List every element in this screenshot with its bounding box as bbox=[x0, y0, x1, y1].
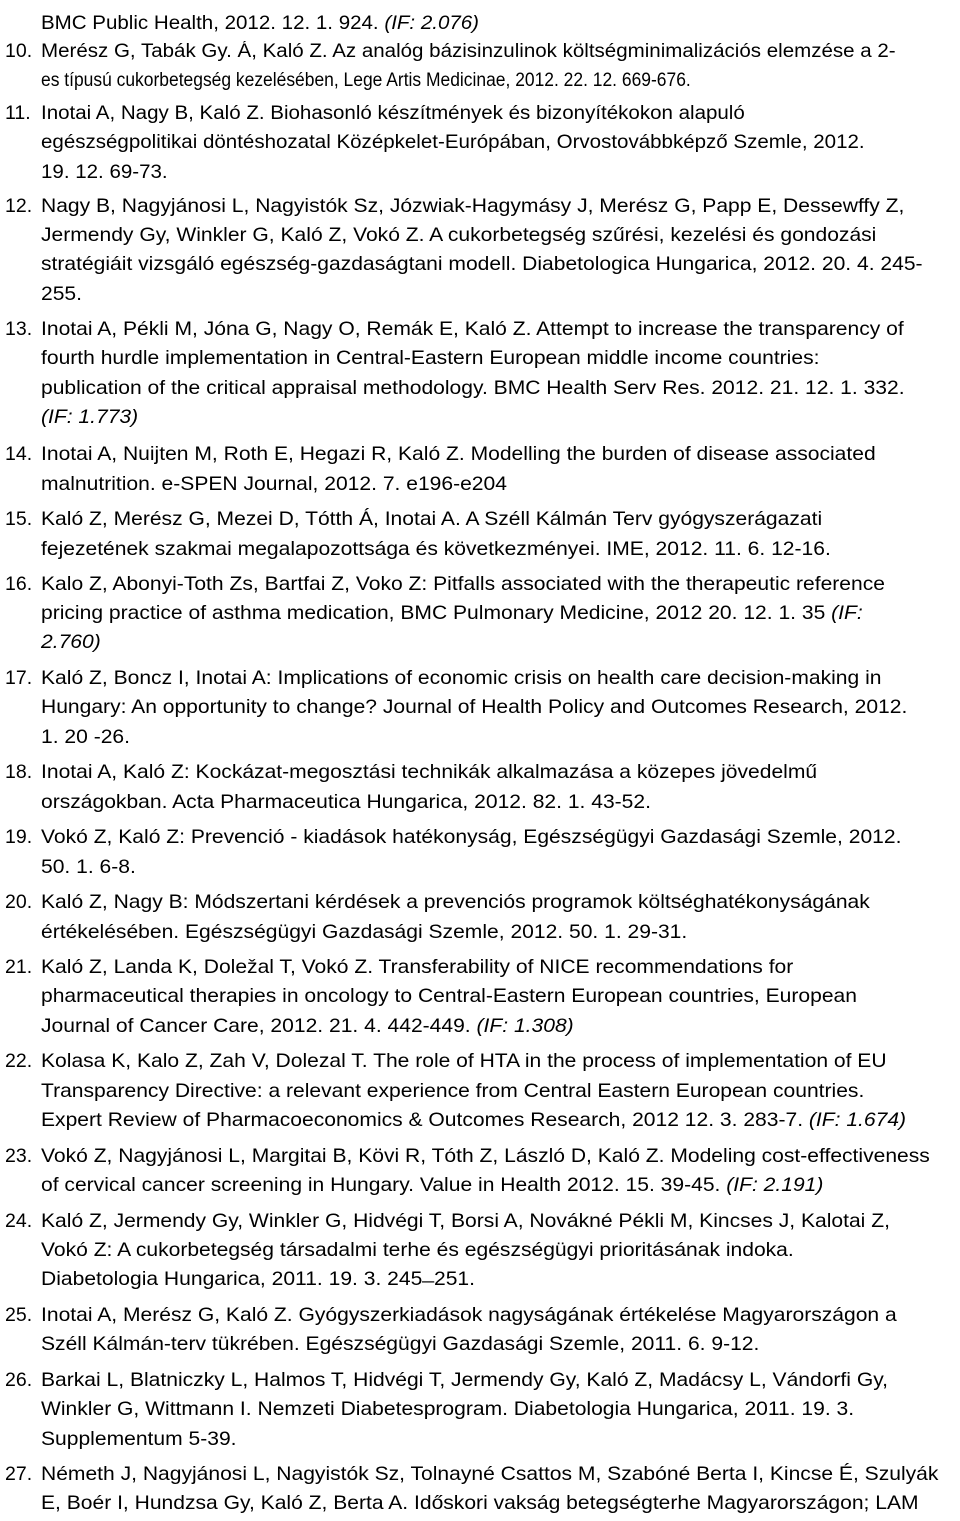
reference-text: Diabetologia Hungarica, 2011. 19. 3. 245 ̶ 251. bbox=[41, 1268, 476, 1290]
reference-line bbox=[41, 71, 691, 90]
reference-text: Kaló Z, Nagy B: Módszertani kérdések a prevenciós programok költséghatékonyságának bbox=[41, 891, 870, 913]
reference-text: stratégiáit vizsgáló egészség-gazdaságtani modell. Diabetologica Hungarica, 2012. 20. 4. 245- bbox=[41, 253, 923, 275]
reference-text: egészségpolitikai döntéshozatal Középkelet-Európában, Orvostovábbképző Szemle, 2012. bbox=[41, 132, 865, 153]
reference-text: Vokó Z: A cukorbetegség társadalmi terhe és egészségügyi prioritásának indoka. bbox=[41, 1239, 794, 1261]
reference-line bbox=[41, 540, 831, 560]
reference-text: Inotai A, Merész G, Kaló Z. Gyógyszerkiadások nagyságának értékelése Magyarországon a bbox=[41, 1304, 897, 1326]
reference-line bbox=[41, 379, 905, 399]
reference-number: 27. bbox=[5, 1463, 33, 1485]
reference-text: pricing practice of asthma medication, BMC Pulmonary Medicine, 2012 20. 12. 1. 35 bbox=[41, 602, 832, 624]
reference-line bbox=[41, 1212, 890, 1232]
reference-line bbox=[41, 133, 865, 152]
reference-text: értékelésében. Egészségügyi Gazdasági Szemle, 2012. 50. 1. 29-31. bbox=[41, 921, 688, 943]
reference-line bbox=[41, 1176, 823, 1196]
reference-text: Kalo Z, Abonyi-Toth Zs, Bartfai Z, Voko Z: Pitfalls associated with the therapeutic reference bbox=[41, 573, 885, 595]
impact-factor-text: (IF: 1.773) bbox=[41, 406, 139, 428]
reference-text: Széll Kálmán-terv tükrében. Egészségügyi Gazdasági Szemle, 2011. 6. 9-12. bbox=[41, 1333, 760, 1355]
reference-line bbox=[41, 1465, 938, 1485]
reference-text: Merész G, Tabák Gy. Á, Kaló Z. Az analóg bázisinzulinok költségminimalizációs elemzése a 2- bbox=[41, 41, 896, 62]
reference-line bbox=[41, 510, 822, 530]
reference-text: BMC Public Health, 2012. 12. 1. 924. bbox=[41, 13, 385, 34]
reference-line bbox=[41, 285, 82, 305]
reference-line bbox=[41, 1241, 794, 1261]
reference-text: Nagy B, Nagyjánosi L, Nagyistók Sz, Józwiak-Hagymásy J, Merész G, Papp E, Dessewffy Z, bbox=[41, 195, 905, 217]
reference-text: pharmaceutical therapies in oncology to Central-Eastern European countries, European bbox=[41, 985, 857, 1007]
reference-line bbox=[41, 923, 687, 943]
reference-line bbox=[41, 1052, 887, 1072]
reference-number: 16. bbox=[5, 573, 33, 595]
impact-factor-text: 2.760) bbox=[41, 631, 101, 653]
reference-number: 23. bbox=[5, 1145, 33, 1167]
reference-line bbox=[41, 320, 904, 340]
reference-text: Inotai A, Kaló Z: Kockázat-megosztási technikák alkalmazása a közepes jövedelmű bbox=[41, 761, 818, 783]
reference-number: 26. bbox=[5, 1369, 33, 1391]
reference-number: 15. bbox=[5, 508, 33, 530]
reference-line bbox=[41, 698, 907, 718]
reference-text: Expert Review of Pharmacoeconomics & Outcomes Research, 2012 12. 3. 283-7. bbox=[41, 1109, 809, 1131]
reference-line bbox=[41, 1306, 897, 1326]
reference-text: Kaló Z, Merész G, Mezei D, Tótth Á, Inotai A. A Széll Kálmán Terv gyógyszerágazati bbox=[41, 508, 823, 530]
reference-text: Supplementum 5-39. bbox=[41, 1428, 237, 1450]
reference-number: 25. bbox=[5, 1304, 33, 1326]
reference-line bbox=[41, 1335, 759, 1355]
reference-number: 24. bbox=[5, 1210, 33, 1232]
reference-text: es típusú cukorbetegség kezelésében, Lege Artis Medicinae, 2012. 22. 12. 669-676. bbox=[41, 70, 691, 91]
reference-number: 19. bbox=[5, 826, 33, 848]
reference-line bbox=[41, 408, 138, 428]
reference-text: Jermendy Gy, Winkler G, Kaló Z, Vokó Z. A cukorbetegség szűrési, kezelési és gondozási bbox=[41, 224, 877, 246]
reference-line bbox=[41, 1111, 906, 1131]
reference-line bbox=[41, 763, 817, 783]
reference-number: 10. bbox=[5, 40, 33, 62]
reference-line bbox=[41, 858, 136, 878]
reference-line bbox=[41, 1017, 574, 1037]
reference-number: 20. bbox=[5, 891, 33, 913]
reference-line bbox=[41, 633, 101, 653]
reference-line bbox=[41, 349, 819, 369]
reference-line bbox=[41, 197, 904, 217]
reference-line bbox=[41, 828, 901, 848]
reference-line bbox=[41, 1430, 237, 1450]
reference-line bbox=[41, 1400, 854, 1420]
reference-text: Journal of Cancer Care, 2012. 21. 4. 442-449. bbox=[41, 1015, 477, 1037]
reference-number: 11. bbox=[5, 102, 31, 124]
reference-line bbox=[41, 163, 168, 182]
impact-factor-text: (IF: 1.308) bbox=[476, 1015, 574, 1037]
reference-line bbox=[41, 669, 881, 689]
reference-line bbox=[41, 14, 479, 33]
reference-text: Transparency Directive: a relevant experience from Central Eastern European countries. bbox=[41, 1080, 865, 1102]
reference-text: of cervical cancer screening in Hungary. Value in Health 2012. 15. 39-45. bbox=[41, 1174, 727, 1196]
impact-factor-text: (IF: 1.674) bbox=[808, 1109, 907, 1131]
reference-number: 12. bbox=[5, 195, 33, 217]
reference-text: Winkler G, Wittmann I. Nemzeti Diabetesprogram. Diabetologia Hungarica, 2011. 19. 3. bbox=[41, 1398, 855, 1420]
reference-line bbox=[41, 42, 896, 61]
reference-text: Kaló Z, Jermendy Gy, Winkler G, Hidvégi T, Borsi A, Novákné Pékli M, Kincses J, Kalotai Z, bbox=[41, 1210, 890, 1232]
reference-text: Németh J, Nagyjánosi L, Nagyistók Sz, Tolnayné Csattos M, Szabóné Berta I, Kincse É, Szulyák bbox=[41, 1463, 939, 1485]
reference-line bbox=[41, 604, 863, 624]
impact-factor-text: (IF: bbox=[831, 602, 863, 624]
reference-text: Inotai A, Nagy B, Kaló Z. Biohasonló készítmények és bizonyítékokon alapuló bbox=[41, 103, 745, 124]
reference-text: 50. 1. 6-8. bbox=[41, 856, 136, 878]
reference-text: Hungary: An opportunity to change? Journal of Health Policy and Outcomes Research, 2012. bbox=[41, 696, 908, 718]
reference-line bbox=[41, 1494, 919, 1514]
reference-text: Kaló Z, Landa K, Doležal T, Vokó Z. Transferability of NICE recommendations for bbox=[41, 956, 794, 978]
reference-line bbox=[41, 1371, 888, 1391]
reference-text: E, Boér I, Hundzsa Gy, Kaló Z, Berta A. Időskori vakság betegségterhe Magyarországon; LAM bbox=[41, 1492, 919, 1514]
reference-number: 17. bbox=[5, 667, 33, 689]
reference-number: 13. bbox=[5, 318, 33, 340]
impact-factor-text: (IF: 2.191) bbox=[726, 1174, 824, 1196]
reference-line bbox=[41, 958, 793, 978]
reference-text: Vokó Z, Nagyjánosi L, Margitai B, Kövi R, Tóth Z, László D, Kaló Z. Modeling cost-effectiveness bbox=[41, 1145, 930, 1167]
reference-text: fejezetének szakmai megalapozottsága és következményei. IME, 2012. 11. 6. 12-16. bbox=[41, 538, 831, 560]
reference-line bbox=[41, 728, 130, 748]
reference-text: Vokó Z, Kaló Z: Prevenció - kiadások hatékonyság, Egészségügyi Gazdasági Szemle, 2012. bbox=[41, 826, 902, 848]
reference-text: fourth hurdle implementation in Central-Eastern European middle income countries: bbox=[41, 347, 820, 369]
reference-line bbox=[41, 255, 923, 275]
reference-text: malnutrition. e-SPEN Journal, 2012. 7. e196-e204 bbox=[41, 473, 507, 495]
reference-line bbox=[41, 893, 870, 913]
reference-text: publication of the critical appraisal methodology. BMC Health Serv Res. 2012. 21. 12. 1. 332. bbox=[41, 377, 905, 399]
reference-text: Inotai A, Pékli M, Jóna G, Nagy O, Remák E, Kaló Z. Attempt to increase the transparency of bbox=[41, 318, 904, 340]
reference-line bbox=[41, 475, 507, 495]
reference-text: Kolasa K, Kalo Z, Zah V, Dolezal T. The role of HTA in the process of implementation of EU bbox=[41, 1050, 887, 1072]
reference-line bbox=[41, 445, 876, 465]
reference-text: Inotai A, Nuijten M, Roth E, Hegazi R, Kaló Z. Modelling the burden of disease associated bbox=[41, 443, 876, 465]
impact-factor-text: (IF: 2.076) bbox=[384, 13, 480, 34]
reference-number: 18. bbox=[5, 761, 33, 783]
reference-text: 255. bbox=[41, 283, 82, 305]
reference-text: 19. 12. 69-73. bbox=[41, 162, 168, 183]
reference-line bbox=[41, 104, 745, 123]
reference-line bbox=[41, 987, 857, 1007]
reference-line bbox=[41, 1270, 475, 1290]
reference-line bbox=[41, 1147, 930, 1167]
reference-number: 22. bbox=[5, 1050, 33, 1072]
reference-text: Kaló Z, Boncz I, Inotai A: Implications of economic crisis on health care decision-making in bbox=[41, 667, 882, 689]
reference-text: 1. 20 -26. bbox=[41, 726, 130, 748]
reference-line bbox=[41, 1082, 864, 1102]
reference-number: 14. bbox=[5, 443, 33, 465]
reference-text: Barkai L, Blatniczky L, Halmos T, Hidvégi T, Jermendy Gy, Kaló Z, Madácsy L, Vándorfi Gy, bbox=[41, 1369, 889, 1391]
reference-line bbox=[41, 226, 876, 246]
reference-number: 21. bbox=[5, 956, 33, 978]
reference-line bbox=[41, 793, 651, 813]
reference-line bbox=[41, 575, 885, 595]
reference-text: országokban. Acta Pharmaceutica Hungarica, 2012. 82. 1. 43-52. bbox=[41, 791, 651, 813]
